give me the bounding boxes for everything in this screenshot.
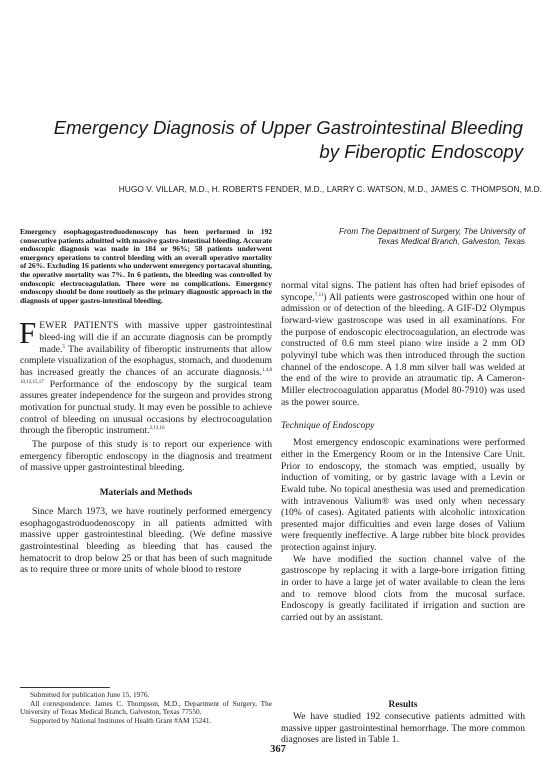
citation-syncope: 7,11 bbox=[314, 292, 324, 298]
right-column bbox=[281, 221, 525, 624]
technique-paragraph: Most emergency endoscopic examinations were performed either in the Emergency Room or in the Intensive Care Unit. Prior to endoscopy, the stomach was emptied, usually by induction of vomiting, or by gastric lavage with a Levin or Ewald tube. No topical anesthesia was used and premedication with intravenous Valium® was used only when necessary (10% of cases). Agitated patients with alcoholic intoxication presented major difficulties and even large doses of Valium were frequently ineffective. A large rubber bite block provides protection against injury. bbox=[281, 437, 525, 554]
intro-paragraph bbox=[19, 315, 272, 437]
footnotes bbox=[20, 691, 272, 725]
intro-text-a: with massive upper gastrointestinal bleed-ing will die if an accurate diagnosis can be promptly made. bbox=[39, 320, 272, 355]
citation-b: 1,4,8 10,12,15,17 bbox=[20, 367, 272, 385]
technique-heading: Technique of Endoscopy bbox=[281, 420, 375, 432]
intro-text-c: Performance of the endoscopy by the surgical team assures greater independence for the surgeon and provides strong motivation for punctual study. It may even be possible to achieve control of bleeding on unusual occasions by electrocoagulation through the fiberoptic instrument. bbox=[20, 378, 272, 437]
footnote-correspondence: All correspondence: James C. Thompson, M.D., Department of Surgery, The University of Texas Medical Branch, Galveston, Texas 77550. bbox=[20, 698, 272, 717]
intro-lead-words: EWER PATIENTS bbox=[39, 320, 119, 332]
purpose-paragraph: The purpose of this study is to report our experience with emergency fiberoptic endoscopy in the diagnosis and treatment of massive upper gastrointestinal bleeding. bbox=[20, 438, 272, 474]
methods-paragraph: Since March 1973, we have routinely performed emergency esophagogastroduodenoscopy in all patients admitted with massive upper gastrointestinal bleeding. (We define massive gastrointestinal bleeding as bleeding that has caused the hematocrit to drop below 25 or that has been of such magnitude as to require three or more units of whole blood to restore bbox=[20, 505, 272, 576]
page-number: 367 bbox=[270, 744, 286, 755]
drop-cap: F bbox=[19, 315, 37, 351]
left-column bbox=[20, 221, 272, 576]
affiliation bbox=[281, 227, 525, 247]
vital-signs-text-a: normal vital signs. The patient has often had brief episodes of syncope. bbox=[281, 280, 525, 303]
materials-methods-heading: Materials and Methods bbox=[99, 487, 193, 498]
intro-text-b: The availability of fiberoptic instruments that allow complete visualization of the esophagus, stomach, and duodenum has increased greatly the chances of an accurate diagnosis. bbox=[20, 343, 272, 378]
author-list: HUGO V. VILLAR, M.D., H. ROBERTS FENDER, M.D., LARRY C. WATSON, M.D., JAMES C. THOMPSON, M.D. bbox=[118, 184, 542, 194]
results-heading: Results bbox=[388, 700, 418, 710]
citation-c: 2,13,16 bbox=[149, 426, 165, 432]
article-title bbox=[20, 116, 523, 164]
affiliation-line-2: Texas Medical Branch, Galveston, Texas bbox=[377, 237, 525, 246]
suction-paragraph: We have modified the suction channel valve of the gastroscope by replacing it with a large-bore irrigation fitting in order to have a large jet of water available to clean the lens and to remove blood clots from the mucosal surface. Endoscopy is greatly facilitated if irrigation and suction are carried out by an assistant. bbox=[281, 553, 525, 624]
citation-a: 5 bbox=[62, 344, 65, 350]
footnote-divider bbox=[20, 687, 110, 688]
abstract: Emergency esophagogastroduodenoscopy has been performed in 192 consecutive patients admitted with massive gastro-intestinal bleeding. Accurate endoscopic diagnosis was made in 184 or 96%; 58 patients underwent emergency operations to control bleeding with an overall operative mortality of 26%. Excluding 16 patients who underwent emergency portacaval shunting, the operative mortality was 7%. In 6 patients, the bleeding was controlled by endoscopic electrocoagulation. There were no complications. Emergency endoscopy should be done routinely as the primary diagnostic approach in the diagnosis of upper gastro-intestinal bleeding. bbox=[20, 227, 272, 305]
results-paragraph: We have studied 192 consecutive patients admitted with massive upper gastrointestinal hemorrhage. The more common diagnoses are listed in Table 1. bbox=[281, 711, 525, 746]
title-line-1: Emergency Diagnosis of Upper Gastrointestinal Bleeding bbox=[53, 117, 523, 138]
vital-signs-paragraph bbox=[281, 280, 525, 408]
footnote-support: Supported by National Institutes of Health Grant #AM 15241. bbox=[30, 715, 212, 725]
footnote-submitted: Submitted for publication June 15, 1976. bbox=[30, 690, 150, 699]
vital-signs-text-b: ) All patients were gastroscoped within one hour of admission or of detection of the bleeding. A GIF-D2 Olympus forward-view gastroscope was used in all examinations. For the purpose of endoscopic electrocoagulation, an electrode was constructed of 0.6 mm steel piano wire inside a 2 mm OD polyvinyl tube which was then introduced through the suction channel of the endoscope. A 1.8 mm silver ball was welded at the end of the wire to provide an atraumatic tip. A Cameron-Miller electrocoagulation apparatus (Model 80-7910) was used as the power source. bbox=[281, 291, 525, 408]
affiliation-line-1: From The Department of Surgery, The University of bbox=[339, 227, 525, 236]
title-line-2: by Fiberoptic Endoscopy bbox=[319, 141, 523, 162]
